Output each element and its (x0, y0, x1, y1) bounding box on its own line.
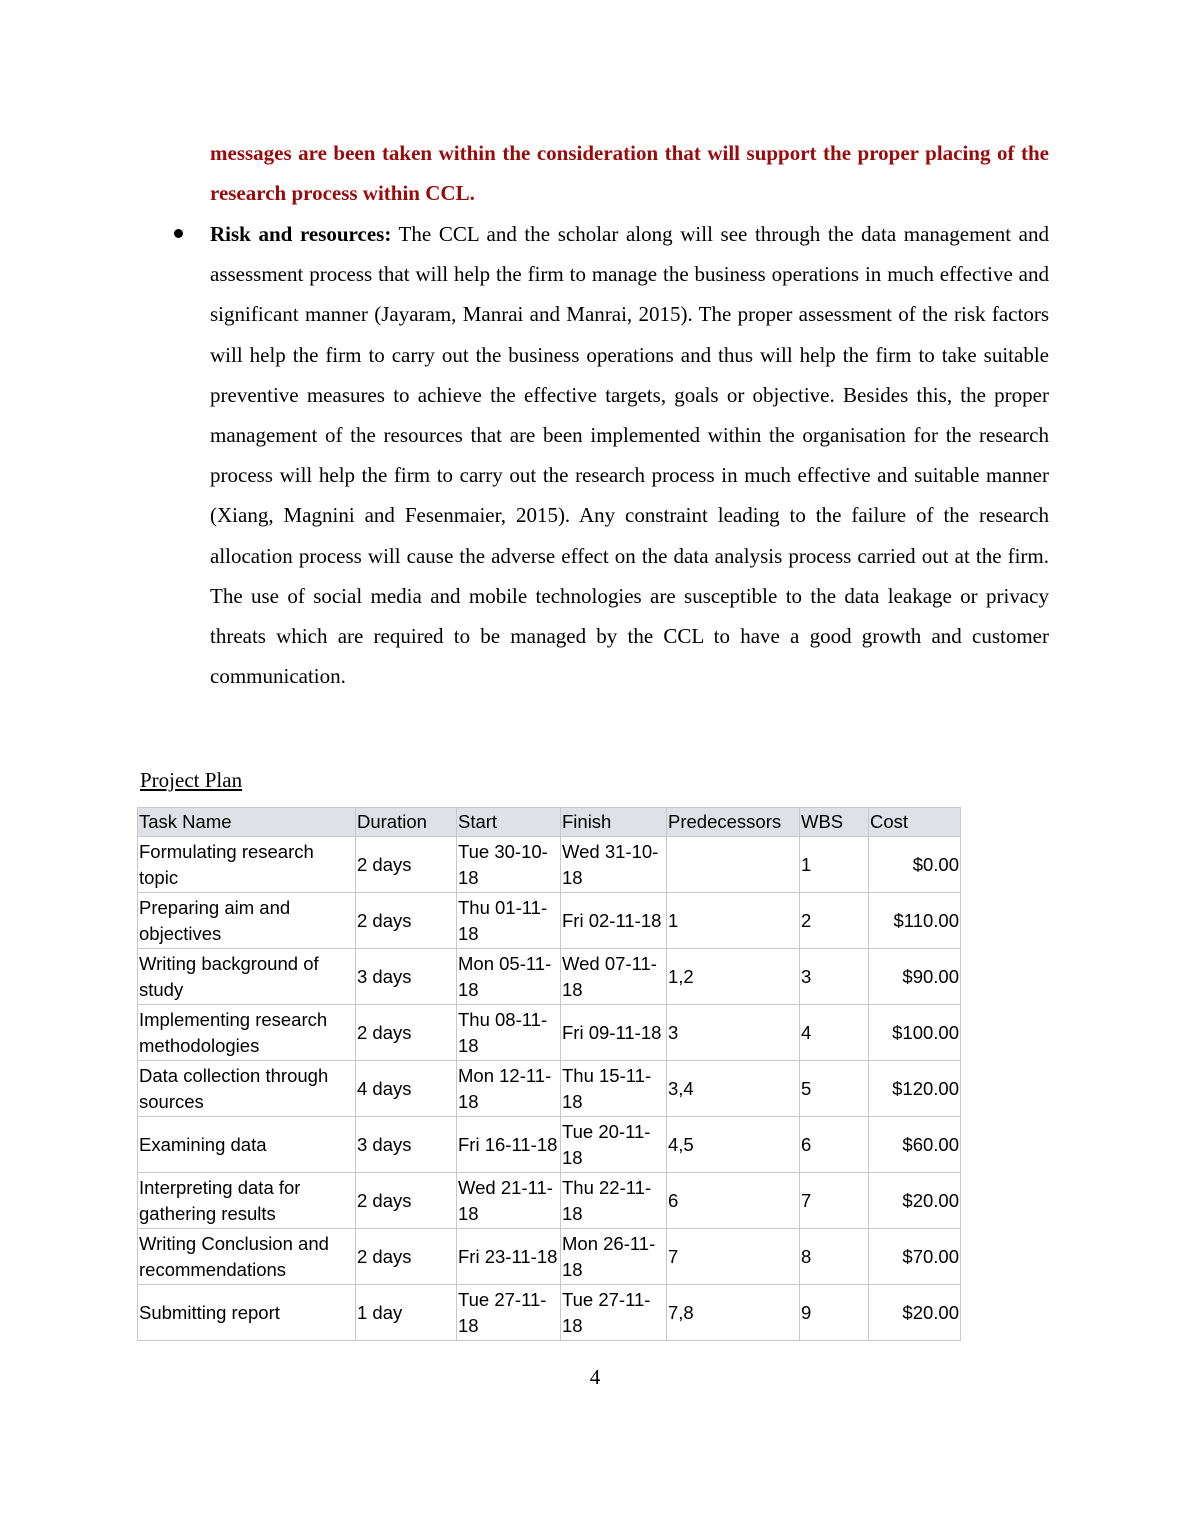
start-cell: Mon 05-11-18 (457, 949, 561, 1005)
table-row (138, 837, 961, 893)
wbs-cell: 9 (800, 1285, 869, 1341)
duration-cell: 1 day (356, 1285, 457, 1341)
finish-cell: Thu 22-11-18 (561, 1173, 667, 1229)
cost-cell: $110.00 (869, 893, 961, 949)
wbs-cell: 1 (800, 837, 869, 893)
cost-cell: $120.00 (869, 1061, 961, 1117)
duration-cell: 4 days (356, 1061, 457, 1117)
duration-cell: 2 days (356, 1229, 457, 1285)
project-plan-table (137, 807, 961, 1341)
cost-cell: $20.00 (869, 1173, 961, 1229)
duration-cell: 2 days (356, 1173, 457, 1229)
duration-cell: 2 days (356, 837, 457, 893)
duration-cell: 3 days (356, 1117, 457, 1173)
finish-cell: Wed 31-10-18 (561, 837, 667, 893)
wbs-cell: 6 (800, 1117, 869, 1173)
table-row (138, 1117, 961, 1173)
cost-cell: $60.00 (869, 1117, 961, 1173)
cost-cell: $20.00 (869, 1285, 961, 1341)
page-number: 4 (589, 1365, 601, 1389)
bullet-icon (172, 226, 186, 240)
cost-cell: $90.00 (869, 949, 961, 1005)
header-cost: Cost (869, 808, 961, 837)
task-name-cell: Interpreting data for gathering results (138, 1173, 356, 1229)
table-row (138, 1061, 961, 1117)
finish-cell: Thu 15-11-18 (561, 1061, 667, 1117)
finish-cell: Fri 02-11-18 (561, 893, 667, 949)
cost-cell: $0.00 (869, 837, 961, 893)
predecessors-cell: 7,8 (667, 1285, 800, 1341)
wbs-cell: 7 (800, 1173, 869, 1229)
table-header-row (138, 808, 961, 837)
task-name-cell: Writing Conclusion and recommendations (138, 1229, 356, 1285)
start-cell: Fri 23-11-18 (457, 1229, 561, 1285)
wbs-cell: 4 (800, 1005, 869, 1061)
predecessors-cell: 3 (667, 1005, 800, 1061)
header-predecessors: Predecessors (667, 808, 800, 837)
predecessors-cell: 3,4 (667, 1061, 800, 1117)
wbs-cell: 3 (800, 949, 869, 1005)
header-task-name: Task Name (138, 808, 356, 837)
start-cell: Fri 16-11-18 (457, 1117, 561, 1173)
duration-cell: 2 days (356, 1005, 457, 1061)
predecessors-cell (667, 837, 800, 893)
header-duration: Duration (356, 808, 457, 837)
risk-paragraph (210, 214, 1049, 696)
start-cell: Thu 08-11-18 (457, 1005, 561, 1061)
table-row (138, 949, 961, 1005)
task-name-cell: Examining data (138, 1117, 356, 1173)
task-name-cell: Data collection through sources (138, 1061, 356, 1117)
task-name-cell: Writing background of study (138, 949, 356, 1005)
task-name-cell: Implementing research methodologies (138, 1005, 356, 1061)
predecessors-cell: 6 (667, 1173, 800, 1229)
project-plan-title: Project Plan (140, 768, 243, 792)
start-cell: Mon 12-11-18 (457, 1061, 561, 1117)
start-cell: Tue 27-11-18 (457, 1285, 561, 1341)
table-row (138, 893, 961, 949)
header-wbs: WBS (800, 808, 869, 837)
finish-cell: Wed 07-11-18 (561, 949, 667, 1005)
table-row (138, 1285, 961, 1341)
predecessors-cell: 4,5 (667, 1117, 800, 1173)
table-row (138, 1005, 961, 1061)
task-name-cell: Formulating research topic (138, 837, 356, 893)
duration-cell: 2 days (356, 893, 457, 949)
header-start: Start (457, 808, 561, 837)
table-row (138, 1173, 961, 1229)
risk-heading: Risk and resources: (210, 222, 392, 246)
wbs-cell: 2 (800, 893, 869, 949)
finish-cell: Tue 27-11-18 (561, 1285, 667, 1341)
predecessors-cell: 1 (667, 893, 800, 949)
start-cell: Thu 01-11-18 (457, 893, 561, 949)
wbs-cell: 5 (800, 1061, 869, 1117)
predecessors-cell: 1,2 (667, 949, 800, 1005)
start-cell: Tue 30-10-18 (457, 837, 561, 893)
task-name-cell: Preparing aim and objectives (138, 893, 356, 949)
start-cell: Wed 21-11-18 (457, 1173, 561, 1229)
finish-cell: Fri 09-11-18 (561, 1005, 667, 1061)
header-finish: Finish (561, 808, 667, 837)
table-row (138, 1229, 961, 1285)
cost-cell: $70.00 (869, 1229, 961, 1285)
red-paragraph: messages are been taken within the consideration that will support the proper placing of the research process within CCL. (210, 141, 1049, 206)
task-name-cell: Submitting report (138, 1285, 356, 1341)
finish-cell: Mon 26-11-18 (561, 1229, 667, 1285)
predecessors-cell: 7 (667, 1229, 800, 1285)
risk-body: The CCL and the scholar along will see through the data management and assessment process that will help the firm to manage the business operations in much effective and significant manner (Jayaram, Manrai and Manrai, 2015). The proper assessment of the risk factors will help the firm to carry out the business operations and thus will help the firm to take suitable preventive measures to achieve the effective targets, goals or objective. Besides this, the proper management of the resources that are been implemented within the organisation for the research process will help the firm to carry out the research process in much effective and suitable manner (Xiang, Magnini and Fesenmaier, 2015). Any constraint leading to the failure of the research allocation process will cause the adverse effect on the data analysis process carried out at the firm. The use of social media and mobile technologies are susceptible to the data leakage or privacy threats which are required to be managed by the CCL to have a good growth and customer communication. (210, 222, 1049, 689)
wbs-cell: 8 (800, 1229, 869, 1285)
finish-cell: Tue 20-11-18 (561, 1117, 667, 1173)
cost-cell: $100.00 (869, 1005, 961, 1061)
duration-cell: 3 days (356, 949, 457, 1005)
